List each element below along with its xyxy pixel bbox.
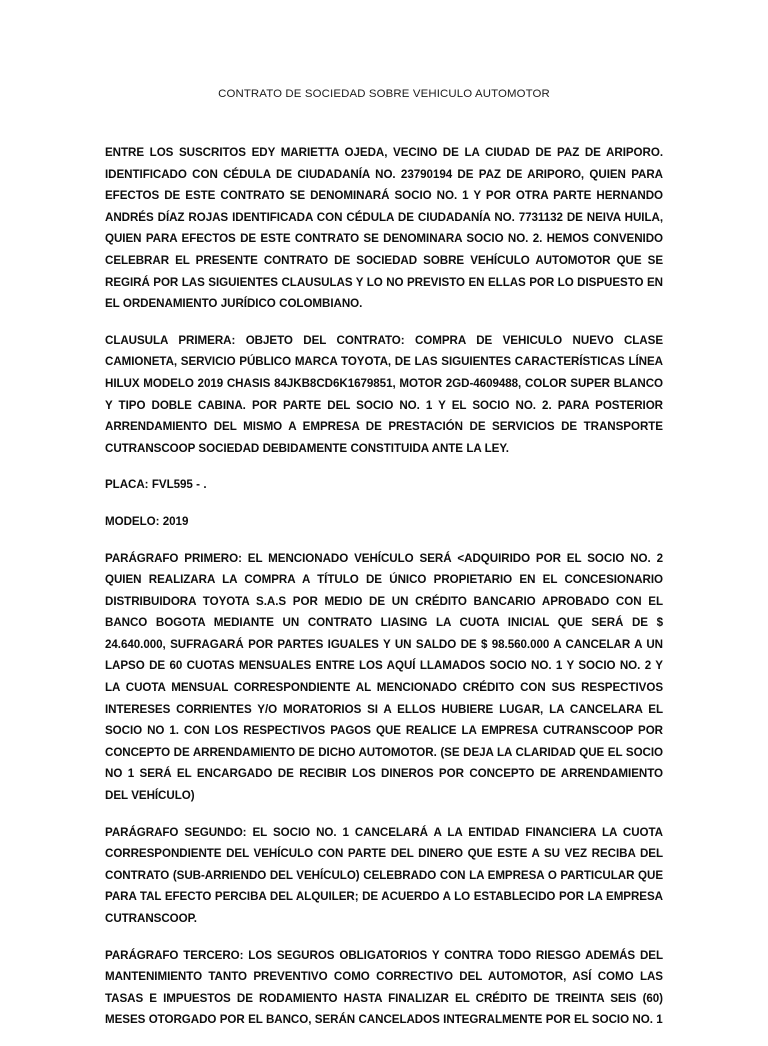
paragraph-clausula-primera: CLAUSULA PRIMERA: OBJETO DEL CONTRATO: COMPRA DE VEHICULO NUEVO CLASE CAMIONETA, SERVICIO PÚBLICO MARCA TOYOTA, DE LAS SIGUIENTES CARACTERÍSTICAS LÍNEA HILUX MODELO 2019 CHASIS 84JKB8CD6K1679851, MOTOR 2GD-4609488, COLOR SUPER BLANCO Y TIPO DOBLE CABINA. POR PARTE DEL SOCIO NO. 1 Y EL SOCIO NO. 2. PARA POSTERIOR ARRENDAMIENTO DEL MISMO A EMPRESA DE PRESTACIÓN DE SERVICIOS DE TRANSPORTE CUTRANSCOOP SOCIEDAD DEBIDAMENTE CONSTITUIDA ANTE LA LEY. [105, 333, 663, 455]
paragraph-modelo: MODELO: 2019 [105, 514, 189, 528]
paragraph-paragrafo-tercero: PARÁGRAFO TERCERO: LOS SEGUROS OBLIGATORIOS Y CONTRA TODO RIESGO ADEMÁS DEL MANTENIMIENTO TANTO PREVENTIVO COMO CORRECTIVO DEL AUTOMOTOR, ASÍ COMO LAS TASAS E IMPUESTOS DE RODAMIENTO HASTA FINALIZAR EL CRÉDITO DE TREINTA SEIS (60) MESES OTORGADO POR EL BANCO, SERÁN CANCELADOS INTEGRALMENTE POR EL SOCIO NO. 1 [105, 948, 663, 1027]
document-body [105, 86, 663, 1046]
page-title: CONTRATO DE SOCIEDAD SOBRE VEHICULO AUTOMOTOR [218, 88, 550, 100]
paragraph-paragrafo-primero: PARÁGRAFO PRIMERO: EL MENCIONADO VEHÍCULO SERÁ <ADQUIRIDO POR EL SOCIO NO. 2 QUIEN REALIZARA LA COMPRA A TÍTULO DE ÚNICO PROPIETARIO EN EL CONCESIONARIO DISTRIBUIDORA TOYOTA S.A.S POR MEDIO DE UN CRÉDITO BANCARIO APROBADO CON EL BANCO BOGOTA MEDIANTE UN CONTRATO LIASING LA CUOTA INICIAL QUE SERÁ DE $ 24.640.000, SUFRAGARÁ POR PARTES IGUALES Y UN SALDO DE $ 98.560.000 A CANCELAR A UN LAPSO DE 60 CUOTAS MENSUALES ENTRE LOS AQUÍ LLAMADOS SOCIO NO. 1 Y SOCIO NO. 2 Y LA CUOTA MENSUAL CORRESPONDIENTE AL MENCIONADO CRÉDITO CON SUS RESPECTIVOS INTERESES CORRIENTES Y/O MORATORIOS SI A ELLOS HUBIERE LUGAR, LA CANCELARA EL SOCIO NO 1. CON LOS RESPECTIVOS PAGOS QUE REALICE LA EMPRESA CUTRANSCOOP POR CONCEPTO DE ARRENDAMIENTO DE DICHO AUTOMOTOR. (SE DEJA LA CLARIDAD QUE EL SOCIO NO 1 SERÁ EL ENCARGADO DE RECIBIR LOS DINEROS POR CONCEPTO DE ARRENDAMIENTO DEL VEHÍCULO) [105, 551, 663, 803]
paragraph-intro: ENTRE LOS SUSCRITOS EDY MARIETTA OJEDA, VECINO DE LA CIUDAD DE PAZ DE ARIPORO. IDENTIFICADO CON CÉDULA DE CIUDADANÍA NO. 23790194 DE PAZ DE ARIPORO, QUIEN PARA EFECTOS DE ESTE CONTRATO SE DENOMINARÁ SOCIO NO. 1 Y POR OTRA PARTE HERNANDO ANDRÉS DÍAZ ROJAS IDENTIFICADA CON CÉDULA DE CIUDADANÍA NO. 7731132 DE NEIVA HUILA, QUIEN PARA EFECTOS DE ESTE CONTRATO SE DENOMINARA SOCIO NO. 2. HEMOS CONVENIDO CELEBRAR EL PRESENTE CONTRATO DE SOCIEDAD SOBRE VEHÍCULO AUTOMOTOR QUE SE REGIRÁ POR LAS SIGUIENTES CLAUSULAS Y LO NO PREVISTO EN ELLAS POR LO DISPUESTO EN EL ORDENAMIENTO JURÍDICO COLOMBIANO. [105, 146, 663, 311]
paragraph-placa: PLACA: FVL595 - . [105, 478, 207, 492]
paragraph-paragrafo-segundo: PARÁGRAFO SEGUNDO: EL SOCIO NO. 1 CANCELARÁ A LA ENTIDAD FINANCIERA LA CUOTA CORRESPONDIENTE DEL VEHÍCULO CON PARTE DEL DINERO QUE ESTE A SU VEZ RECIBA DEL CONTRATO (SUB-ARRIENDO DEL VEHÍCULO) CELEBRADO CON LA EMPRESA O PARTICULAR QUE PARA TAL EFECTO PERCIBA DEL ALQUILER; DE ACUERDO A LO ESTABLECIDO POR LA EMPRESA CUTRANSCOOP. [105, 825, 663, 925]
